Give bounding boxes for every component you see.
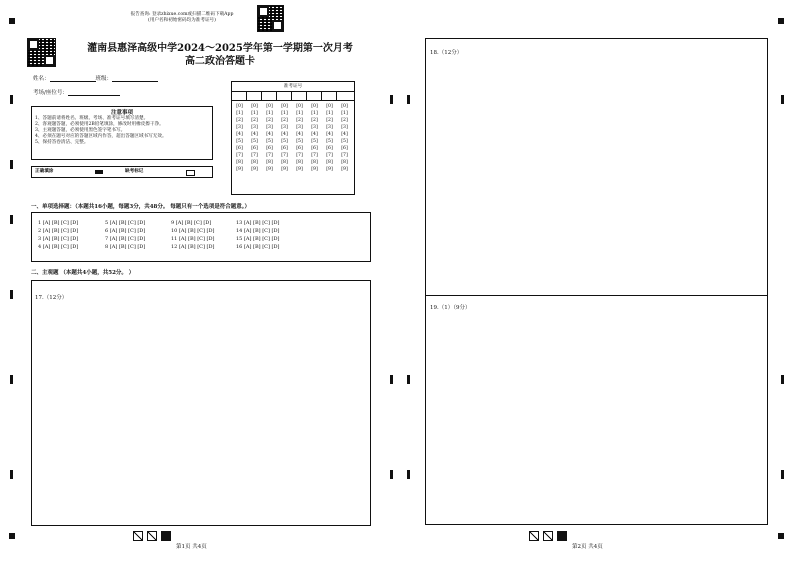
exam-id-bubble[interactable]: [7] <box>236 153 243 158</box>
mc-question-row[interactable]: 5 [A] [B] [C] [D] <box>105 220 146 226</box>
page2-footer: 第2页 共4页 <box>572 544 603 550</box>
exam-id-bubble[interactable]: [4] <box>251 132 258 137</box>
exam-id-bubble[interactable]: [8] <box>326 160 333 165</box>
exam-id-write-cell[interactable] <box>277 92 292 100</box>
exam-id-write-cell[interactable] <box>337 92 352 100</box>
section2-heading: 二、主观题 （本题共4小题，共52分。 ） <box>31 270 135 276</box>
exam-id-bubble[interactable]: [9] <box>311 167 318 172</box>
exam-id-bubble[interactable]: [0] <box>266 104 273 109</box>
exam-id-digit-column <box>294 103 305 173</box>
exam-id-bubble[interactable]: [0] <box>341 104 348 109</box>
exam-id-bubble[interactable]: [6] <box>266 146 273 151</box>
mc-column <box>236 219 279 251</box>
exam-id-bubble[interactable]: [7] <box>281 153 288 158</box>
exam-id-bubble[interactable]: [2] <box>266 118 273 123</box>
exam-id-bubble[interactable]: [2] <box>326 118 333 123</box>
exam-id-digit-column <box>249 103 260 173</box>
exam-id-bubble[interactable]: [5] <box>341 139 348 144</box>
exam-id-bubble[interactable]: [6] <box>341 146 348 151</box>
exam-id-write-cell[interactable] <box>292 92 307 100</box>
exam-id-bubble[interactable]: [1] <box>251 111 258 116</box>
exam-id-digit-column <box>324 103 335 173</box>
timing-mark <box>10 470 13 479</box>
exam-id-bubble[interactable]: [4] <box>326 132 333 137</box>
exam-id-bubble[interactable]: [4] <box>266 132 273 137</box>
exam-id-bubble[interactable]: [8] <box>236 160 243 165</box>
exam-id-write-cell[interactable] <box>262 92 277 100</box>
corner-mark <box>9 18 15 24</box>
exam-id-bubble[interactable]: [0] <box>251 104 258 109</box>
exam-id-bubble[interactable]: [4] <box>341 132 348 137</box>
exam-id-bubble[interactable]: [9] <box>251 167 258 172</box>
page-mark <box>557 531 567 541</box>
exam-id-bubble[interactable]: [0] <box>326 104 333 109</box>
mc-question-row[interactable]: 14 [A] [B] [C] [D] <box>236 228 280 234</box>
exam-id-bubble[interactable]: [4] <box>296 132 303 137</box>
exam-id-bubble[interactable]: [3] <box>326 125 333 130</box>
notice-title: 注意事项 <box>110 110 133 116</box>
exam-id-digit-column <box>339 103 350 173</box>
correct-fill-label: 正确填涂 <box>35 169 54 174</box>
absent-label: 缺考标记 <box>125 169 144 174</box>
exam-id-bubble[interactable]: [9] <box>296 167 303 172</box>
exam-id-label: 准考证号 <box>232 82 354 92</box>
mc-question-row[interactable]: 3 [A] [B] [C] [D] <box>38 236 79 242</box>
exam-id-grid <box>231 81 355 195</box>
exam-id-bubble[interactable]: [1] <box>236 111 243 116</box>
exam-id-write-row <box>232 92 354 101</box>
timing-mark <box>10 290 13 299</box>
timing-mark <box>781 470 784 479</box>
exam-id-bubble[interactable]: [6] <box>236 146 243 151</box>
timing-mark <box>10 215 13 224</box>
q17-label: 17.（12分） <box>35 295 68 301</box>
timing-mark <box>390 375 393 384</box>
exam-id-bubble[interactable]: [3] <box>341 125 348 130</box>
exam-id-bubble[interactable]: [0] <box>281 104 288 109</box>
mc-column <box>171 219 214 251</box>
name-field[interactable] <box>50 74 96 82</box>
mc-question-row[interactable]: 4 [A] [B] [C] [D] <box>38 244 79 250</box>
report-notice-line2: (用户名和初始密码均为准考证号) <box>148 18 216 23</box>
timing-mark <box>390 470 393 479</box>
exam-id-bubble[interactable]: [0] <box>236 104 243 109</box>
exam-id-bubble[interactable]: [7] <box>341 153 348 158</box>
exam-id-bubble[interactable]: [3] <box>236 125 243 130</box>
exam-id-bubble[interactable]: [9] <box>326 167 333 172</box>
mc-answer-box <box>31 212 371 262</box>
notice-box <box>31 106 213 160</box>
exam-id-bubble[interactable]: [8] <box>281 160 288 165</box>
q19-label: 19.（1）（9分） <box>430 305 471 311</box>
exam-id-bubble[interactable]: [6] <box>281 146 288 151</box>
fill-example <box>31 166 213 178</box>
page-mark <box>529 531 539 541</box>
exam-id-bubble[interactable]: [4] <box>311 132 318 137</box>
timing-mark <box>10 95 13 104</box>
page-mark <box>543 531 553 541</box>
exam-id-bubble[interactable]: [2] <box>296 118 303 123</box>
student-qr-code <box>27 38 56 67</box>
absent-checkbox[interactable] <box>186 170 195 176</box>
mc-column <box>38 219 78 251</box>
exam-id-bubble[interactable]: [6] <box>251 146 258 151</box>
page-mark <box>147 531 157 541</box>
notice-list <box>32 116 212 146</box>
exam-id-bubble[interactable]: [2] <box>341 118 348 123</box>
report-notice-line1: 报告查询: 登录zhixue.com或扫描二维码下载App <box>130 12 234 17</box>
exam-id-columns <box>232 103 354 185</box>
exam-id-bubble[interactable]: [3] <box>281 125 288 130</box>
timing-mark <box>390 95 393 104</box>
exam-id-bubble[interactable]: [1] <box>326 111 333 116</box>
exam-id-bubble[interactable]: [7] <box>266 153 273 158</box>
exam-id-bubble[interactable]: [8] <box>311 160 318 165</box>
corner-mark <box>9 533 15 539</box>
exam-id-bubble[interactable]: [1] <box>296 111 303 116</box>
timing-mark <box>781 95 784 104</box>
exam-id-write-cell[interactable] <box>247 92 262 100</box>
timing-mark <box>781 375 784 384</box>
q18-answer-area[interactable] <box>425 38 768 296</box>
q17-answer-area[interactable] <box>31 280 371 526</box>
timing-mark <box>407 95 410 104</box>
mc-question-row[interactable]: 1 [A] [B] [C] [D] <box>38 220 79 226</box>
notice-item: 4、必须在题号对应的答题区域内作答，超出答题区域书写无效。 <box>35 134 167 139</box>
exam-id-bubble[interactable]: [5] <box>251 139 258 144</box>
q18-label: 18.（12分） <box>430 50 463 56</box>
timing-mark <box>10 160 13 169</box>
exam-id-bubble[interactable]: [7] <box>251 153 258 158</box>
exam-id-bubble[interactable]: [3] <box>251 125 258 130</box>
page-title: 灌南县惠泽高级中学2024～2025学年第一学期第一次月考 <box>87 43 353 54</box>
exam-id-bubble[interactable]: [2] <box>311 118 318 123</box>
report-notice <box>112 12 252 24</box>
class-label: 班级： <box>95 76 113 82</box>
exam-id-digit-column <box>234 103 245 173</box>
mc-question-row[interactable]: 11 [A] [B] [C] [D] <box>171 236 215 242</box>
exam-id-bubble[interactable]: [9] <box>236 167 243 172</box>
q19-answer-area[interactable] <box>425 294 768 525</box>
exam-id-bubble[interactable]: [5] <box>326 139 333 144</box>
mc-question-row[interactable]: 2 [A] [B] [C] [D] <box>38 228 79 234</box>
name-class-row <box>33 74 158 82</box>
exam-id-bubble[interactable]: [6] <box>311 146 318 151</box>
seat-field[interactable] <box>68 88 120 96</box>
mc-question-row[interactable]: 15 [A] [B] [C] [D] <box>236 236 280 242</box>
notice-item: 5、保持答卷清洁、完整。 <box>35 140 89 145</box>
exam-id-bubble[interactable]: [0] <box>296 104 303 109</box>
mc-question-row[interactable]: 8 [A] [B] [C] [D] <box>105 244 146 250</box>
exam-id-bubble[interactable]: [9] <box>266 167 273 172</box>
exam-id-bubble[interactable]: [8] <box>296 160 303 165</box>
exam-id-bubble[interactable]: [4] <box>281 132 288 137</box>
name-label: 姓名： <box>33 76 50 82</box>
mc-question-row[interactable]: 13 [A] [B] [C] [D] <box>236 220 280 226</box>
exam-id-bubble[interactable]: [1] <box>266 111 273 116</box>
page-subtitle: 高二政治答题卡 <box>185 56 255 67</box>
page-mark <box>161 531 171 541</box>
exam-id-bubble[interactable]: [2] <box>236 118 243 123</box>
exam-id-bubble[interactable]: [2] <box>251 118 258 123</box>
app-qr-code <box>257 5 284 32</box>
exam-id-bubble[interactable]: [1] <box>341 111 348 116</box>
exam-id-bubble[interactable]: [7] <box>326 153 333 158</box>
exam-id-bubble[interactable]: [9] <box>341 167 348 172</box>
exam-id-bubble[interactable]: [5] <box>266 139 273 144</box>
timing-mark <box>407 375 410 384</box>
exam-id-bubble[interactable]: [1] <box>311 111 318 116</box>
seat-label: 考场/座位号： <box>33 90 68 96</box>
timing-mark <box>407 470 410 479</box>
exam-id-digit-column <box>279 103 290 173</box>
exam-id-bubble[interactable]: [2] <box>281 118 288 123</box>
exam-id-bubble[interactable]: [5] <box>236 139 243 144</box>
exam-id-bubble[interactable]: [5] <box>281 139 288 144</box>
exam-id-bubble[interactable]: [9] <box>281 167 288 172</box>
mc-question-row[interactable]: 7 [A] [B] [C] [D] <box>105 236 146 242</box>
exam-id-digit-column <box>309 103 320 173</box>
page1-footer: 第1页 共4页 <box>176 544 207 550</box>
exam-id-bubble[interactable]: [7] <box>311 153 318 158</box>
mc-question-row[interactable]: 9 [A] [B] [C] [D] <box>171 220 212 226</box>
mc-question-row[interactable]: 12 [A] [B] [C] [D] <box>171 244 215 250</box>
exam-id-write-cell[interactable] <box>232 92 247 100</box>
page-mark <box>133 531 143 541</box>
corner-mark <box>778 533 784 539</box>
mc-column <box>105 219 145 251</box>
mc-question-row[interactable]: 10 [A] [B] [C] [D] <box>171 228 215 234</box>
exam-id-bubble[interactable]: [3] <box>311 125 318 130</box>
class-field[interactable] <box>112 74 158 82</box>
correct-fill-sample <box>95 170 103 174</box>
exam-id-bubble[interactable]: [6] <box>326 146 333 151</box>
exam-id-bubble[interactable]: [5] <box>296 139 303 144</box>
exam-id-bubble[interactable]: [5] <box>311 139 318 144</box>
exam-id-write-cell[interactable] <box>307 92 322 100</box>
mc-question-row[interactable]: 16 [A] [B] [C] [D] <box>236 244 280 250</box>
exam-id-bubble[interactable]: [8] <box>266 160 273 165</box>
exam-id-bubble[interactable]: [4] <box>236 132 243 137</box>
exam-id-bubble[interactable]: [1] <box>281 111 288 116</box>
exam-id-bubble[interactable]: [3] <box>296 125 303 130</box>
timing-mark <box>10 375 13 384</box>
corner-mark <box>778 18 784 24</box>
exam-id-bubble[interactable]: [3] <box>266 125 273 130</box>
exam-id-bubble[interactable]: [8] <box>251 160 258 165</box>
mc-question-row[interactable]: 6 [A] [B] [C] [D] <box>105 228 146 234</box>
exam-id-bubble[interactable]: [8] <box>341 160 348 165</box>
exam-id-write-cell[interactable] <box>322 92 337 100</box>
exam-id-digit-column <box>264 103 275 173</box>
exam-id-bubble[interactable]: [6] <box>296 146 303 151</box>
notice-item: 3、主观题答题，必须使用黑色签字笔书写。 <box>35 128 126 133</box>
exam-id-bubble[interactable]: [7] <box>296 153 303 158</box>
notice-item: 2、客观题答题，必须使用2B铅笔填涂，修改时用橡皮擦干净。 <box>35 122 164 127</box>
seat-row <box>33 88 120 96</box>
notice-item: 1、答题前请将姓名、班级、考场、准考证号填写清楚。 <box>35 116 149 121</box>
exam-id-bubble[interactable]: [0] <box>311 104 318 109</box>
section1-heading: 一、单项选择题：（本题共16小题，每题3分，共48分。 每题只有一个选项是符合题意。） <box>31 204 251 210</box>
